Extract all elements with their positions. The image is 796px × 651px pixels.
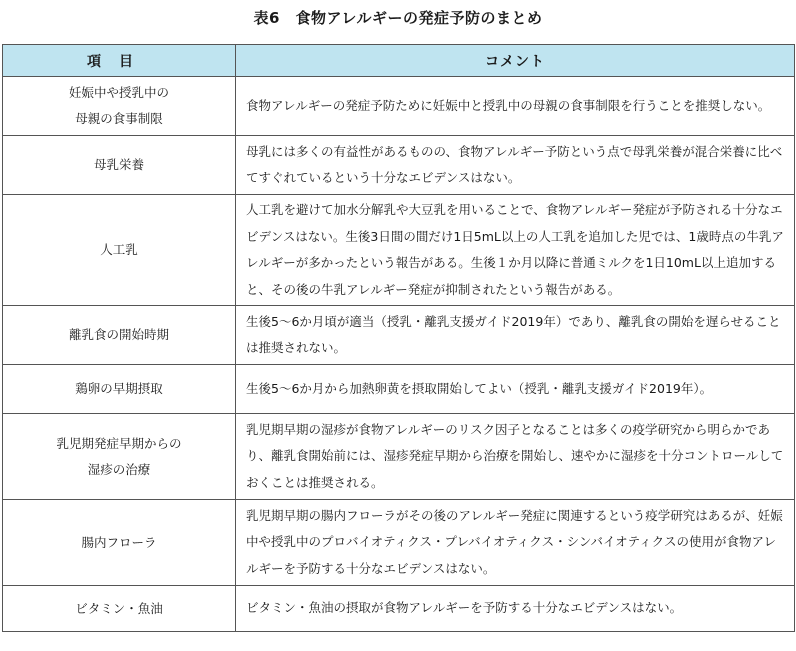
row-item-line: 腸内フローラ [81,534,157,550]
row-item-line: 乳児期発症早期からの [56,435,182,451]
row-comment: 母乳には多くの有益性があるものの、食物アレルギー予防という点で母乳栄養が混合栄養に比べてすぐれているという十分なエビデンスはない。 [236,136,795,195]
table-row [3,306,795,365]
row-item-line: 離乳食の開始時期 [68,327,169,342]
table-row [3,414,795,500]
row-comment: 食物アレルギーの発症予防ために妊娠中と授乳中の母親の食事制限を行うことを推奨しない。 [236,77,795,136]
prevention-summary-table [2,44,795,632]
row-item [3,365,236,414]
row-comment: 生後5～6か月から加熱卵黄を摂取開始してよい（授乳・離乳支援ガイド2019年）。 [236,365,795,414]
row-comment: 乳児期早期の湿疹が食物アレルギーのリスク因子となることは多くの疫学研究から明らかであり、離乳食開始前には、湿疹発症早期から治療を開始し、速やかに湿疹を十分コントロールしておくことは推奨される。 [236,414,795,500]
table-row [3,500,795,586]
row-comment: 乳児期早期の腸内フローラがその後のアレルギー発症に関連するという疫学研究はあるが、妊娠中や授乳中のプロバイオティクス・プレバイオティクス・シンバイオティクスの使用が食物アレルギーを予防する十分なエビデンスはない。 [236,500,795,586]
table-row [3,195,795,306]
header-item-label: 項目 [87,53,151,70]
row-item [3,77,236,136]
row-item [3,306,236,365]
table-row [3,136,795,195]
header-item [3,45,236,77]
row-item [3,586,236,632]
row-item-line: 鶏卵の早期摂取 [75,381,163,396]
row-item-line: 妊娠中や授乳中の [68,85,169,100]
row-item-line: 湿疹の治療 [87,461,151,477]
row-item-line: 母乳栄養 [93,157,144,172]
row-comment: 生後5～6か月頃が適当（授乳・離乳支援ガイド2019年）であり、離乳食の開始を遅らせることは推奨されない。 [236,306,795,365]
row-item [3,195,236,306]
row-item [3,500,236,586]
row-item [3,414,236,500]
row-item [3,136,236,195]
table-row [3,365,795,414]
header-row [3,45,795,77]
row-item-line: 母親の食事制限 [75,111,163,126]
table-title: 表6 食物アレルギーの発症予防のまとめ [253,9,543,27]
table-row [3,77,795,136]
row-item-line: ビタミン・魚油 [75,600,163,616]
table-row [3,586,795,632]
row-comment: ビタミン・魚油の摂取が食物アレルギーを予防する十分なエビデンスはない。 [236,586,795,632]
row-item-line: 人工乳 [100,242,138,257]
header-comment: コメント [236,45,795,77]
row-comment: 人工乳を避けて加水分解乳や大豆乳を用いることで、食物アレルギー発症が予防される十分なエビデンスはない。生後3日間の間だけ1日5mL以上の人工乳を追加した児では、1歳時点の牛乳アレルギーが多かったという報告がある。生後１か月以降に普通ミルクを1日10mL以上追加すると、その後の牛乳アレルギー発症が抑制されたという報告がある。 [236,195,795,306]
